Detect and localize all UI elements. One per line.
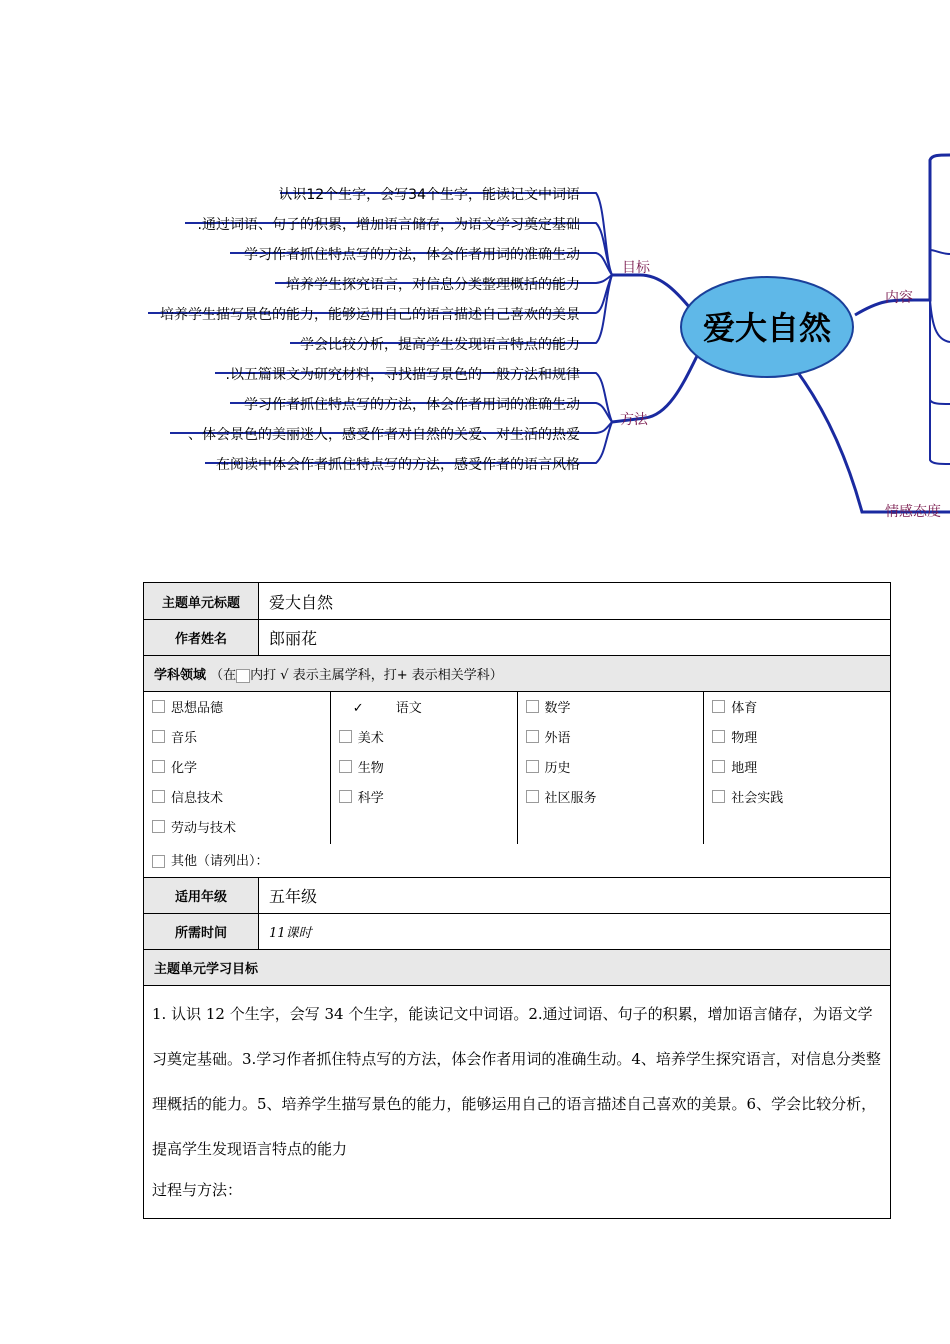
subject-column — [704, 692, 890, 844]
checkbox[interactable] — [712, 730, 725, 743]
author-value: 郎丽花 — [259, 620, 891, 656]
goal-item: 认识12个生字，会写34个生字，能读记文中词语 — [278, 187, 580, 203]
checkbox[interactable] — [152, 730, 165, 743]
method-item: 、体会景色的美丽迷人，感受作者对自然的关爱、对生活的热爱 — [188, 427, 580, 443]
subject-item[interactable]: 化学 — [152, 760, 330, 790]
unit-plan-table — [143, 582, 891, 1219]
checkbox[interactable] — [526, 790, 539, 803]
content-sub-line — [930, 300, 950, 342]
subject-item[interactable]: 信息技术 — [152, 790, 330, 820]
checkbox[interactable] — [152, 790, 165, 803]
branch-emotion-label: 情感态度 — [885, 504, 941, 520]
checkbox[interactable] — [339, 790, 352, 803]
subject-item[interactable]: 体育 — [712, 700, 890, 730]
process-label: 过程与方法： — [152, 1181, 243, 1199]
subject-item[interactable]: 社区服务 — [526, 790, 704, 820]
subject-column — [518, 692, 705, 844]
checkbox[interactable] — [526, 730, 539, 743]
checkbox[interactable] — [526, 760, 539, 773]
checkbox[interactable] — [339, 760, 352, 773]
time-value: 11课时 — [259, 914, 891, 950]
checkbox[interactable] — [712, 790, 725, 803]
goals-label: 主题单元学习目标 — [144, 950, 891, 986]
grade-value: 五年级 — [259, 878, 891, 914]
checkbox[interactable] — [712, 760, 725, 773]
content-sub-line — [930, 250, 950, 254]
subject-item[interactable]: 科学 — [339, 790, 517, 820]
time-label: 所需时间 — [144, 914, 259, 950]
center-node-label: 爱大自然 — [702, 309, 832, 347]
subject-note-post: 内打 √ 表示主属学科，打+ 表示相关学科） — [250, 668, 503, 683]
subject-item[interactable]: 物理 — [712, 730, 890, 760]
subject-item[interactable]: 思想品德 — [152, 700, 330, 730]
goals-text: 1. 认识 12 个生字，会写 34 个生字，能读记文中词语。2.通过词语、句子的积累，增加语言储存，为语文学习奠定基础。3.学习作者抓住特点写的方法，体会作者用词的准确生动。4、培养学生探究语言，对信息分类整理概括的能力。5、培养学生描写景色的能力，能够运用自己的语言描述自己喜欢的美景。6、学会比较分析，提高学生发现语言特点的能力 — [152, 1005, 881, 1158]
method-item: .以五篇课文为研究材料，寻找描写景色的一般方法和规律 — [225, 367, 580, 383]
goal-item: 学会比较分析，提高学生发现语言特点的能力 — [300, 337, 580, 353]
subject-header — [144, 656, 891, 692]
subject-column — [331, 692, 518, 844]
checkbox[interactable] — [712, 700, 725, 713]
other-label: 其他（请列出）： — [171, 854, 269, 869]
checkbox[interactable] — [152, 855, 165, 868]
subject-item[interactable]: 生物 — [339, 760, 517, 790]
subject-note-pre: （在 — [210, 668, 237, 683]
subject-item[interactable]: ✓ 语文 — [352, 701, 422, 716]
checkbox[interactable] — [339, 730, 352, 743]
title-label: 主题单元标题 — [144, 583, 259, 620]
content-sub-line — [930, 300, 950, 404]
checkbox[interactable] — [526, 700, 539, 713]
grade-label: 适用年级 — [144, 878, 259, 914]
mind-map — [0, 150, 950, 530]
emotion-branch-line — [790, 362, 950, 512]
goal-item: 培养学生探究语言，对信息分类整理概括的能力 — [286, 277, 580, 293]
goal-item: .通过词语、句子的积累，增加语言储存，为语文学习奠定基础 — [197, 217, 580, 233]
goal-branch-line — [612, 275, 690, 308]
subject-item[interactable]: 美术 — [339, 730, 517, 760]
subject-column — [144, 692, 331, 844]
branch-content-label: 内容 — [885, 290, 913, 306]
subject-item[interactable]: 社会实践 — [712, 790, 890, 820]
subject-item[interactable]: 劳动与技术 — [152, 820, 330, 850]
subject-item[interactable]: 音乐 — [152, 730, 330, 760]
subject-item[interactable]: 外语 — [526, 730, 704, 760]
method-item: 学习作者抓住特点写的方法，体会作者用词的准确生动 — [244, 397, 580, 413]
goals-body — [144, 986, 891, 1219]
goal-item: 培养学生描写景色的能力，能够运用自己的语言描述自己喜欢的美景 — [160, 307, 580, 323]
subject-item[interactable]: 历史 — [526, 760, 704, 790]
checkbox[interactable] — [152, 820, 165, 833]
subject-label: 学科领域 — [154, 668, 207, 683]
branch-method-label: 方法 — [620, 412, 648, 428]
checkbox[interactable] — [152, 700, 165, 713]
author-label: 作者姓名 — [144, 620, 259, 656]
method-item: 在阅读中体会作者抓住特点写的方法，感受作者的语言风格 — [216, 457, 580, 473]
goal-item: 学习作者抓住特点写的方法，体会作者用词的准确生动 — [244, 247, 580, 263]
subject-item[interactable]: 数学 — [526, 700, 704, 730]
checkbox-icon — [236, 669, 250, 683]
subject-item[interactable]: 地理 — [712, 760, 890, 790]
checkmark-icon[interactable]: ✓ — [352, 701, 364, 716]
subject-grid — [144, 692, 891, 878]
branch-goal-label: 目标 — [622, 260, 650, 276]
title-value: 爱大自然 — [259, 583, 891, 620]
checkbox[interactable] — [152, 760, 165, 773]
